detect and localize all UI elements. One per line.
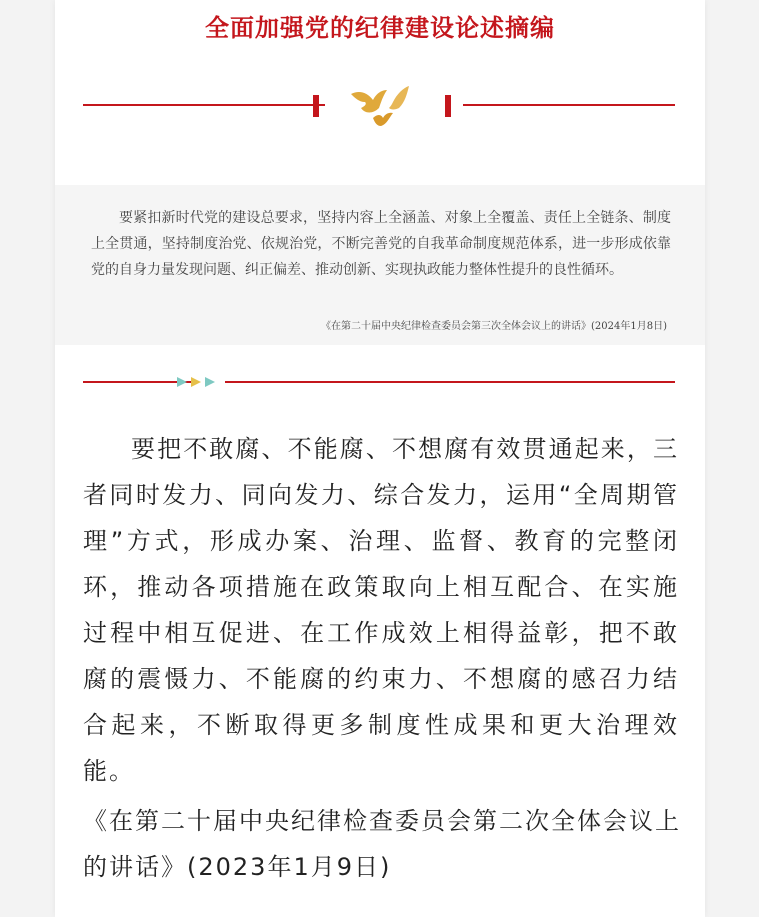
page-title: 全面加强党的纪律建设论述摘编 bbox=[205, 14, 555, 42]
quote-source: 《在第二十届中央纪律检查委员会第三次全体会议上的讲话》(2024年1月8日) bbox=[321, 321, 667, 332]
section-divider-right bbox=[225, 381, 675, 383]
article-card bbox=[55, 0, 705, 917]
header-divider-right bbox=[463, 104, 675, 106]
dove-icon bbox=[343, 80, 419, 134]
header-bar-right bbox=[445, 95, 451, 117]
quote-box bbox=[55, 185, 705, 345]
header-bar-left bbox=[313, 95, 319, 117]
triple-arrow-icon bbox=[173, 376, 219, 388]
header-divider-left bbox=[83, 104, 325, 106]
main-source: 《在第二十届中央纪律检查委员会第二次全体会议上的讲话》(2023年1月9日) bbox=[83, 807, 681, 881]
quote-text: 要紧扣新时代党的建设总要求，坚持内容上全涵盖、对象上全覆盖、责任上全链条、制度上全贯通，坚持制度治党、依规治党，不断完善党的自我革命制度规范体系，进一步形成依靠党的自身力量发现问题、纠正偏差、推动创新、实现执政能力整体性提升的良性循环。 bbox=[91, 210, 671, 278]
main-paragraph: 要把不敢腐、不能腐、不想腐有效贯通起来，三者同时发力、同向发力、综合发力，运用“全周期管理”方式，形成办案、治理、监督、教育的完整闭环，推动各项措施在政策取向上相互配合、在实施过程中相互促进、在工作成效上相得益彰，把不敢腐的震慑力、不能腐的约束力、不想腐的感召力结合起来，不断取得更多制度性成果和更大治理效能。 bbox=[83, 435, 679, 785]
